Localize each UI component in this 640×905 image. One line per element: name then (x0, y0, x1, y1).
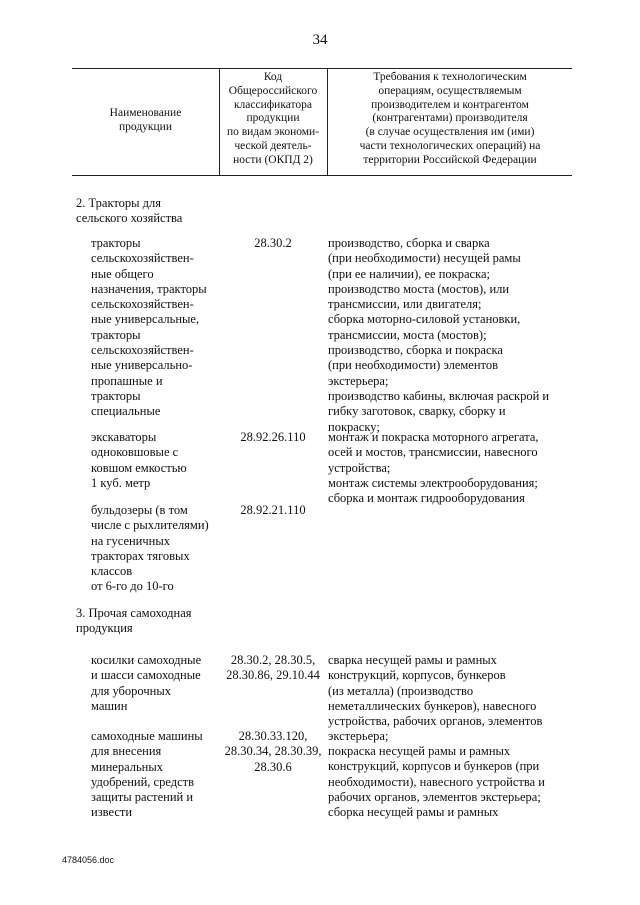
row-code: 28.30.33.120, 28.30.34, 28.30.39, 28.30.6 (224, 729, 322, 774)
header-bottom-rule (72, 175, 572, 176)
section-title: 3. Прочая самоходная продукция (76, 606, 192, 635)
document-filename: 4784056.doc (62, 855, 115, 865)
row-name: экскаваторы одноковшовые с ковшом емкостью 1 куб. метр (91, 430, 187, 490)
row-name: бульдозеры (в том числе с рыхлителями) на гусеничных тракторах тяговых классов от 6-го до 10-го (91, 503, 209, 594)
row-name: тракторы сельскохозяйствен- ные общего назначения, тракторы сельскохозяйствен- ные универсальные, тракторы сельскохозяйствен- ные универсально- пропашные и тракторы специальные (91, 236, 207, 419)
section-title: 2. Тракторы для сельского хозяйства (76, 196, 183, 225)
row-code: 28.30.2, 28.30.5, 28.30.86, 29.10.44 (226, 653, 320, 683)
header-col-code: Код Общероссийского классификатора продукции по видам экономи- ческой деятель- ности (ОКПД 2) (226, 71, 320, 166)
row-requirements: производство, сборка и сварка (при необходимости) несущей рамы (при ее наличии), ее покраска; производство моста (мостов), или трансмиссии, или двигателя; сборка моторно-силовой установки, трансмиссии, моста (мостов); производство, сборка и покраска (при необходимости) элементов экстерьера; производство кабины, включая раскрой и гибку заготовок, сварку, сборку и покраску; (328, 236, 550, 434)
row-code: 28.92.26.110 (240, 430, 306, 444)
header-col-requirements: Требования к технологическим операциям, осуществляемым производителем и контрагентом (контрагентами) производителя (в случае осуществления им (ими) части технологических операций) на территории Российской Федерации (359, 71, 541, 166)
row-name: самоходные машины для внесения минеральных удобрений, средств защиты растений и извести (91, 729, 203, 820)
row-requirements: покраска несущей рамы и рамных конструкций, корпусов и бункеров (при необходимости), навесного устройства и рабочих органов, элементов экстерьера; сборка несущей рамы и рамных (328, 744, 545, 820)
row-name: косилки самоходные и шасси самоходные для уборочных машин (91, 653, 202, 713)
row-requirements: монтаж и покраска моторного агрегата, осей и мостов, трансмиссии, навесного устройства; монтаж системы электрооборудования; сборка и монтаж гидрооборудования (328, 430, 539, 506)
row-code: 28.30.2 (254, 236, 292, 250)
page-number: 34 (312, 32, 328, 48)
row-code: 28.92.21.110 (240, 503, 306, 517)
row-requirements: сварка несущей рамы и рамных конструкций, корпусов, бункеров (из металла) (производство неметаллических бункеров), навесного устройства, рабочих органов, элементов экстерьера; (328, 653, 543, 744)
header-col-name: Наименование продукции (109, 107, 182, 133)
header-top-rule (72, 68, 572, 69)
